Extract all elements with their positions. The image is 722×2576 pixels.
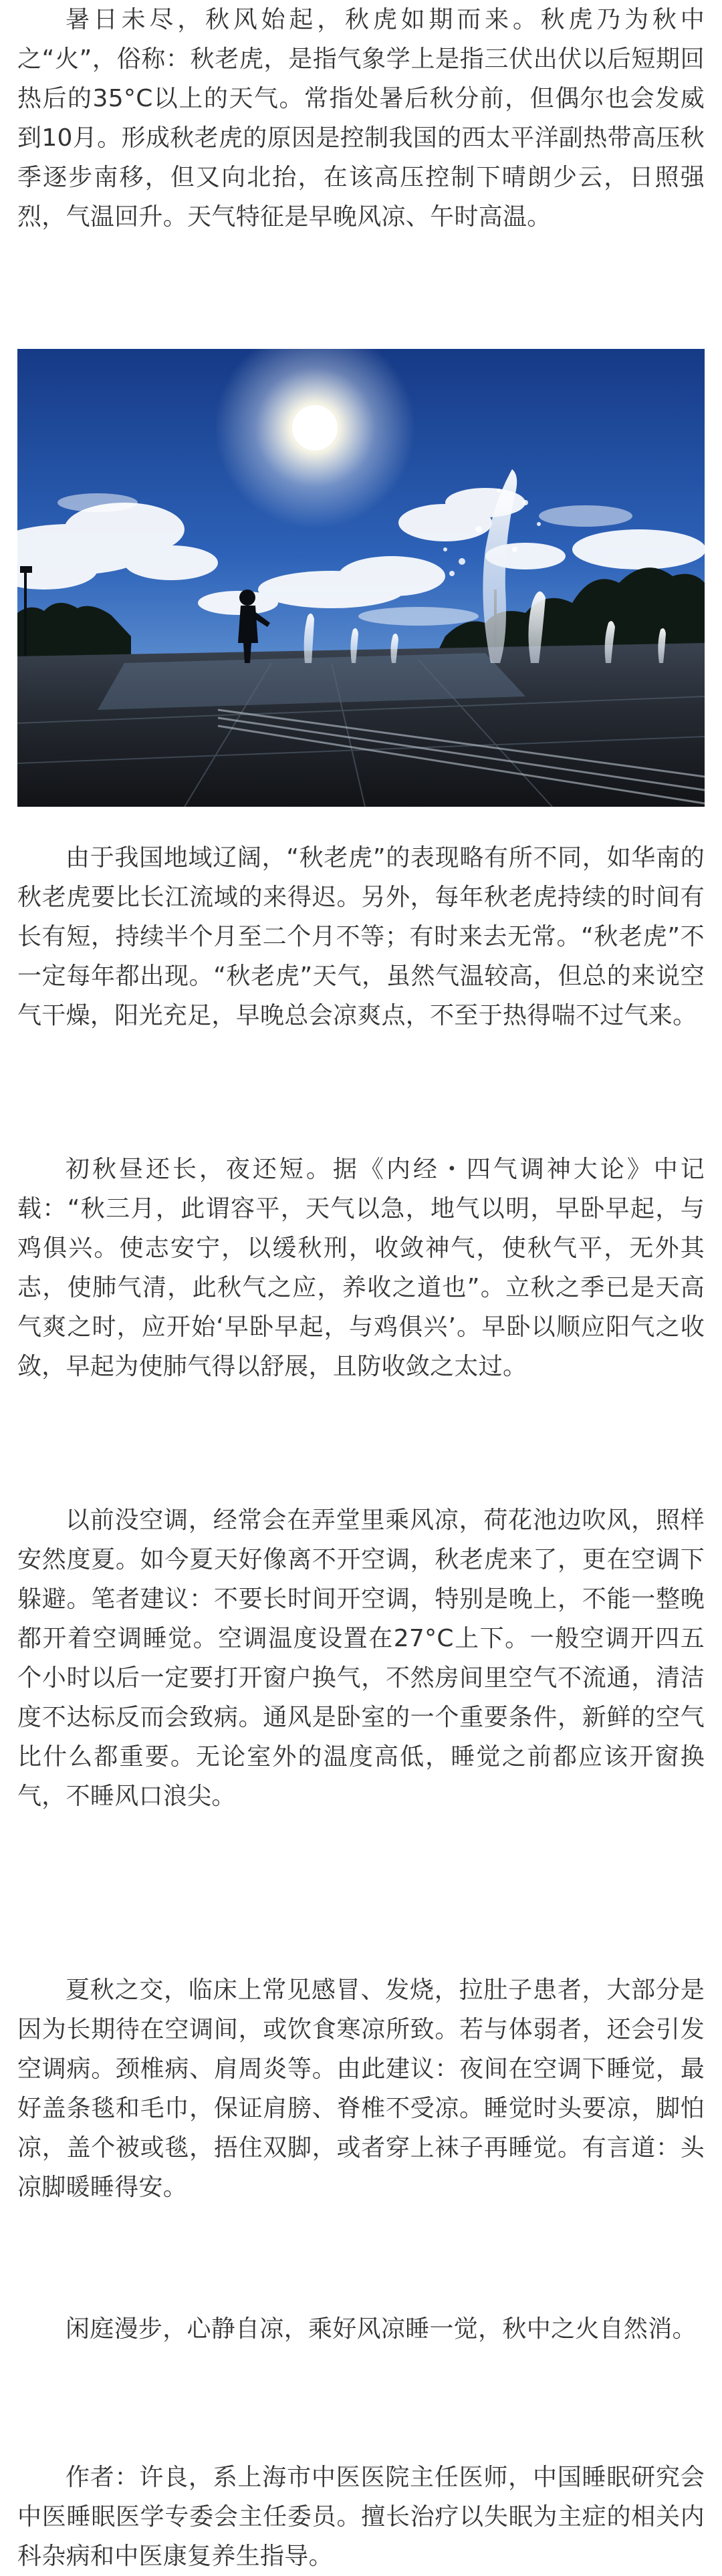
paragraph-intro: 暑日未尽，秋风始起，秋虎如期而来。秋虎乃为秋中之“火”，俗称：秋老虎，是指气象学上是指三伏出伏以后短期回热后的35°C以上的天气。常指处暑后秋分前，但偶尔也会发威到10月。形成秋老虎的原因是控制我国的西太平洋副热带高压秋季逐步南移，但又向北抬，在该高压控制下晴朗少云，日照强烈，气温回升。天气特征是早晚风凉、午时高温。 [17,6,705,231]
paragraph-air-conditioning: 以前没空调，经常会在弄堂里乘风凉，荷花池边吹风，照样安然度夏。如今夏天好像离不开空调，秋老虎来了，更在空调下躲避。笔者建议：不要长时间开空调，特别是晚上，不能一整晚都开着空调睡觉。空调温度设置在27°C上下。一般空调开四五个小时以后一定要打开窗户换气，不然房间里空气不流通，清洁度不达标反而会致病。通风是卧室的一个重要条件，新鲜的空气比什么都重要。无论室外的温度高低，睡觉之前都应该开窗换气，不睡风口浪尖。 [17,1507,705,1810]
paragraph-early-autumn: 初秋昼还长，夜还短。据《内经・四气调神大论》中记载：“秋三月，此谓容平，天气以急，地气以明，早卧早起，与鸡俱兴。使志安宁，以缓秋刑，收敛神气，使秋气平，无外其志，使肺气清，此秋气之应，养收之道也”。立秋之季已是天高气爽之时，应开始‘早卧早起，与鸡俱兴’。早卧以顺应阳气之收敛，早起为使肺气得以舒展，且防收敛之太过。 [17,1156,705,1380]
fountain-sun-image [17,349,705,807]
paragraph-conclusion: 闲庭漫步，心静自凉，乘好风凉睡一觉，秋中之火自然消。 [66,2315,697,2343]
article-photo-fountain [17,349,705,807]
paragraph-seasonal-illness: 夏秋之交，临床上常见感冒、发烧，拉肚子患者，大部分是因为长期待在空调间，或饮食寒凉所致。若与体弱者，还会引发空调病。颈椎病、肩周炎等。由此建议：夜间在空调下睡觉，最好盖条毯和毛巾，保证肩膀、脊椎不受凉。睡觉时头要凉，脚怕凉，盖个被或毯，捂住双脚，或者穿上袜子再睡觉。有言道：头凉脚暖睡得安。 [17,1976,705,2201]
paragraph-regional-differences: 由于我国地域辽阔，“秋老虎”的表现略有所不同，如华南的秋老虎要比长江流域的来得迟。另外，每年秋老虎持续的时间有长有短，持续半个月至二个月不等；有时来去无常。“秋老虎”不一定每年都出现。“秋老虎”天气，虽然气温较高，但总的来说空气干燥，阳光充足，早晚总会凉爽点，不至于热得喘不过气来。 [17,844,705,1029]
paragraph-author: 作者：许良，系上海市中医医院主任医师，中国睡眠研究会中医睡眠医学专委会主任委员。擅长治疗以失眠为主症的相关内科杂病和中医康复养生指导。 [17,2464,705,2570]
